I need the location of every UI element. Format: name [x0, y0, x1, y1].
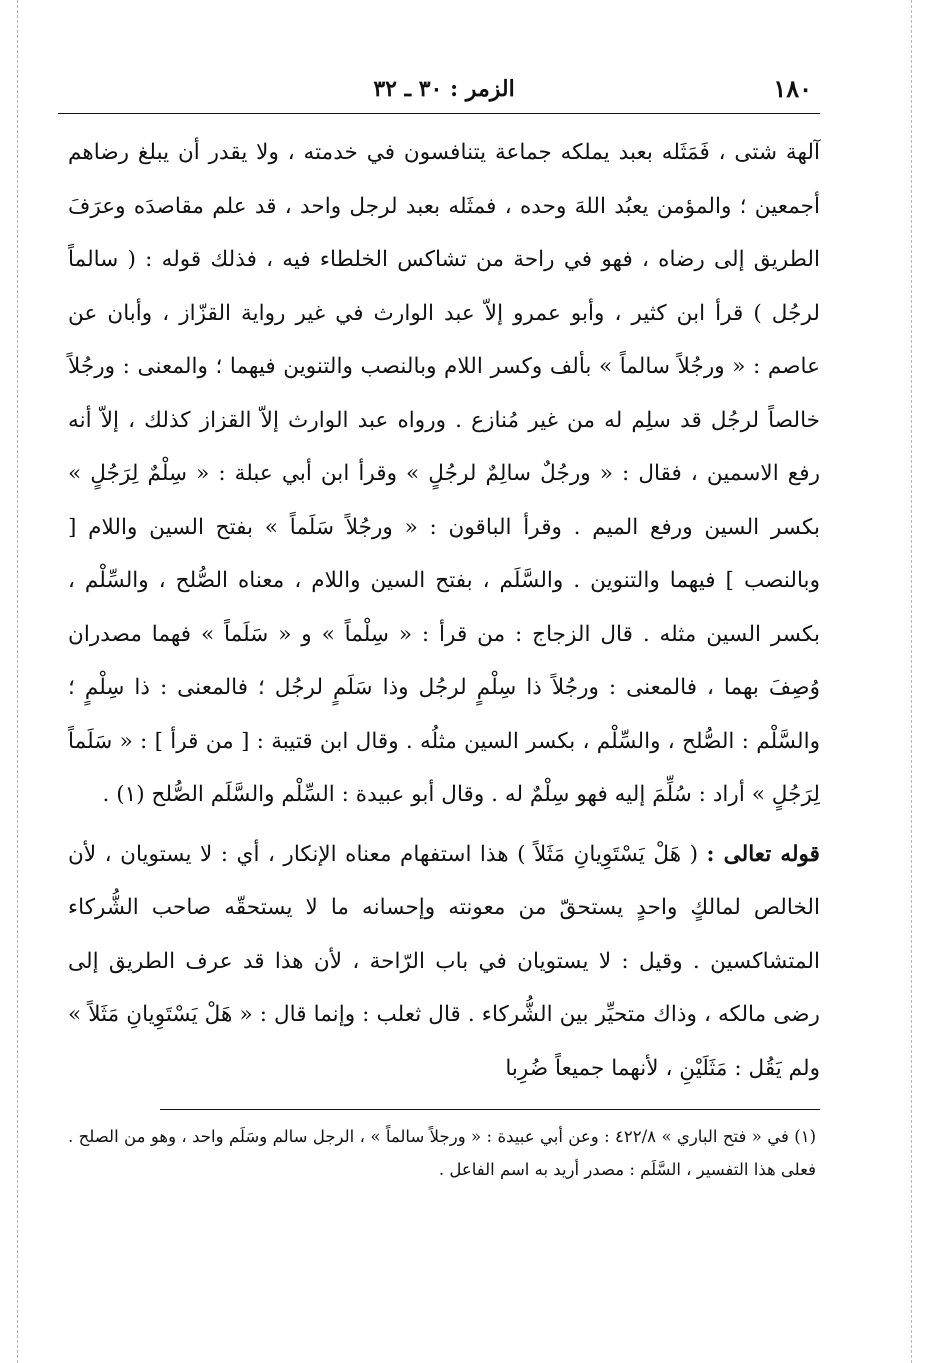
paragraph-commentary	[68, 828, 820, 1096]
paragraph-text: آلهة شتى ، فَمَثَله بعبد يملكه جماعة يتنافسون في خدمته ، ولا يقدر أن يبلغ رضاهم أجمعين ؛ والمؤمن يعبُد اللهَ وحده ، فمثَله بعبد لرجل واحد ، قد علم مقاصدَه وعرَفَ الطريق إلى رضاه ، فهو في راحة من تشاكس الخلطاء فيه ، فذلك قوله : ( سالماً لرجُل ) قرأ ابن كثير ، وأبو عمرو إلاّ عبد الوارث في غير رواية القزّاز ، وأبان عن عاصم : « ورجُلاً سالماً » بألف وكسر اللام وبالنصب والتنوين فيهما ؛ والمعنى : ورجُلاً خالصاً لرجُل قد سلِم له من غير مُنازع . ورواه عبد الوارث إلاّ القزاز كذلك ، إلاّ أنه رفع الاسمين ، فقال : « ورجُلٌ سالِمٌ لرجُلٍ » وقرأ ابن أبي عبلة : « سِلْمٌ لِرَجُلٍ » بكسر السين ورفع الميم . وقرأ الباقون : « ورجُلاً سَلَماً » بفتح السين واللام [ وبالنصب ] فيهما والتنوين . والسَّلَم ، بفتح السين واللام ، معناه الصُّلح ، والسِّلْم ، بكسر السين مثله . قال الزجاج : من قرأ : « سِلْماً » و « سَلَماً » فهما مصدران وُصِفَ بهما ، فالمعنى : ورجُلاً ذا سِلْمٍ لرجُل وذا سَلَمٍ لرجُل ؛ فالمعنى : ذا سِلْمٍ ؛ والسَّلْم : الصُّلح ، والسِّلْم ، بكسر السين مثلُه . وقال ابن قتيبة : [ من قرأ ] : « سَلَماً لِرَجُلٍ » أراد : سُلِّمَ إليه فهو سِلْمٌ له . وقال أبو عبيدة : السِّلْم والسَّلَم الصُّلح (١) .	[68, 140, 820, 807]
footnote: (١) في « فتح الباري » ٤٢٢/٨ : وعن أبي عبيدة : « ورجلاً سالماً » ، الرجل سالم وسَلَم واحد ، وهو من الصلح . فعلى هذا التفسير ، السَّلَم : مصدر أريد به اسم الفاعل .	[68, 1127, 816, 1179]
chapter-reference: الزمر : ٣٠ ـ ٣٢	[373, 76, 515, 102]
paragraph-commentary	[68, 126, 820, 822]
body-text	[68, 126, 820, 1095]
footnote-separator	[160, 1109, 820, 1110]
book-page	[68, 62, 820, 1347]
left-margin-rule	[17, 0, 18, 1363]
page-number: ١٨٠	[773, 74, 812, 103]
paragraph-lead-in: قوله تعالى :	[706, 841, 820, 867]
right-margin-rule	[911, 0, 912, 1363]
header-rule	[58, 113, 820, 114]
running-header	[68, 62, 820, 118]
footnotes	[68, 1120, 820, 1186]
paragraph-text: ( هَلْ يَسْتَوِيانِ مَثَلاً ) هذا استفهام معناه الإنكار ، أي : لا يستويان ، لأن الخالص لمالكٍ واحدٍ يستحقّ من معونته وإحسانه ما لا يستحقّه صاحب الشُّركاء المتشاكسين . وقيل : لا يستويان في باب الرّاحة ، لأن هذا قد عرف الطريق إلى رضى مالكه ، وذاك متحيِّر بين الشُّركاء . قال ثعلب : وإنما قال : « هَلْ يَسْتَوِيانِ مَثَلاً » ولم يَقُل : مَثَلَيْنِ ، لأنهما جميعاً ضُرِبا	[68, 841, 820, 1081]
